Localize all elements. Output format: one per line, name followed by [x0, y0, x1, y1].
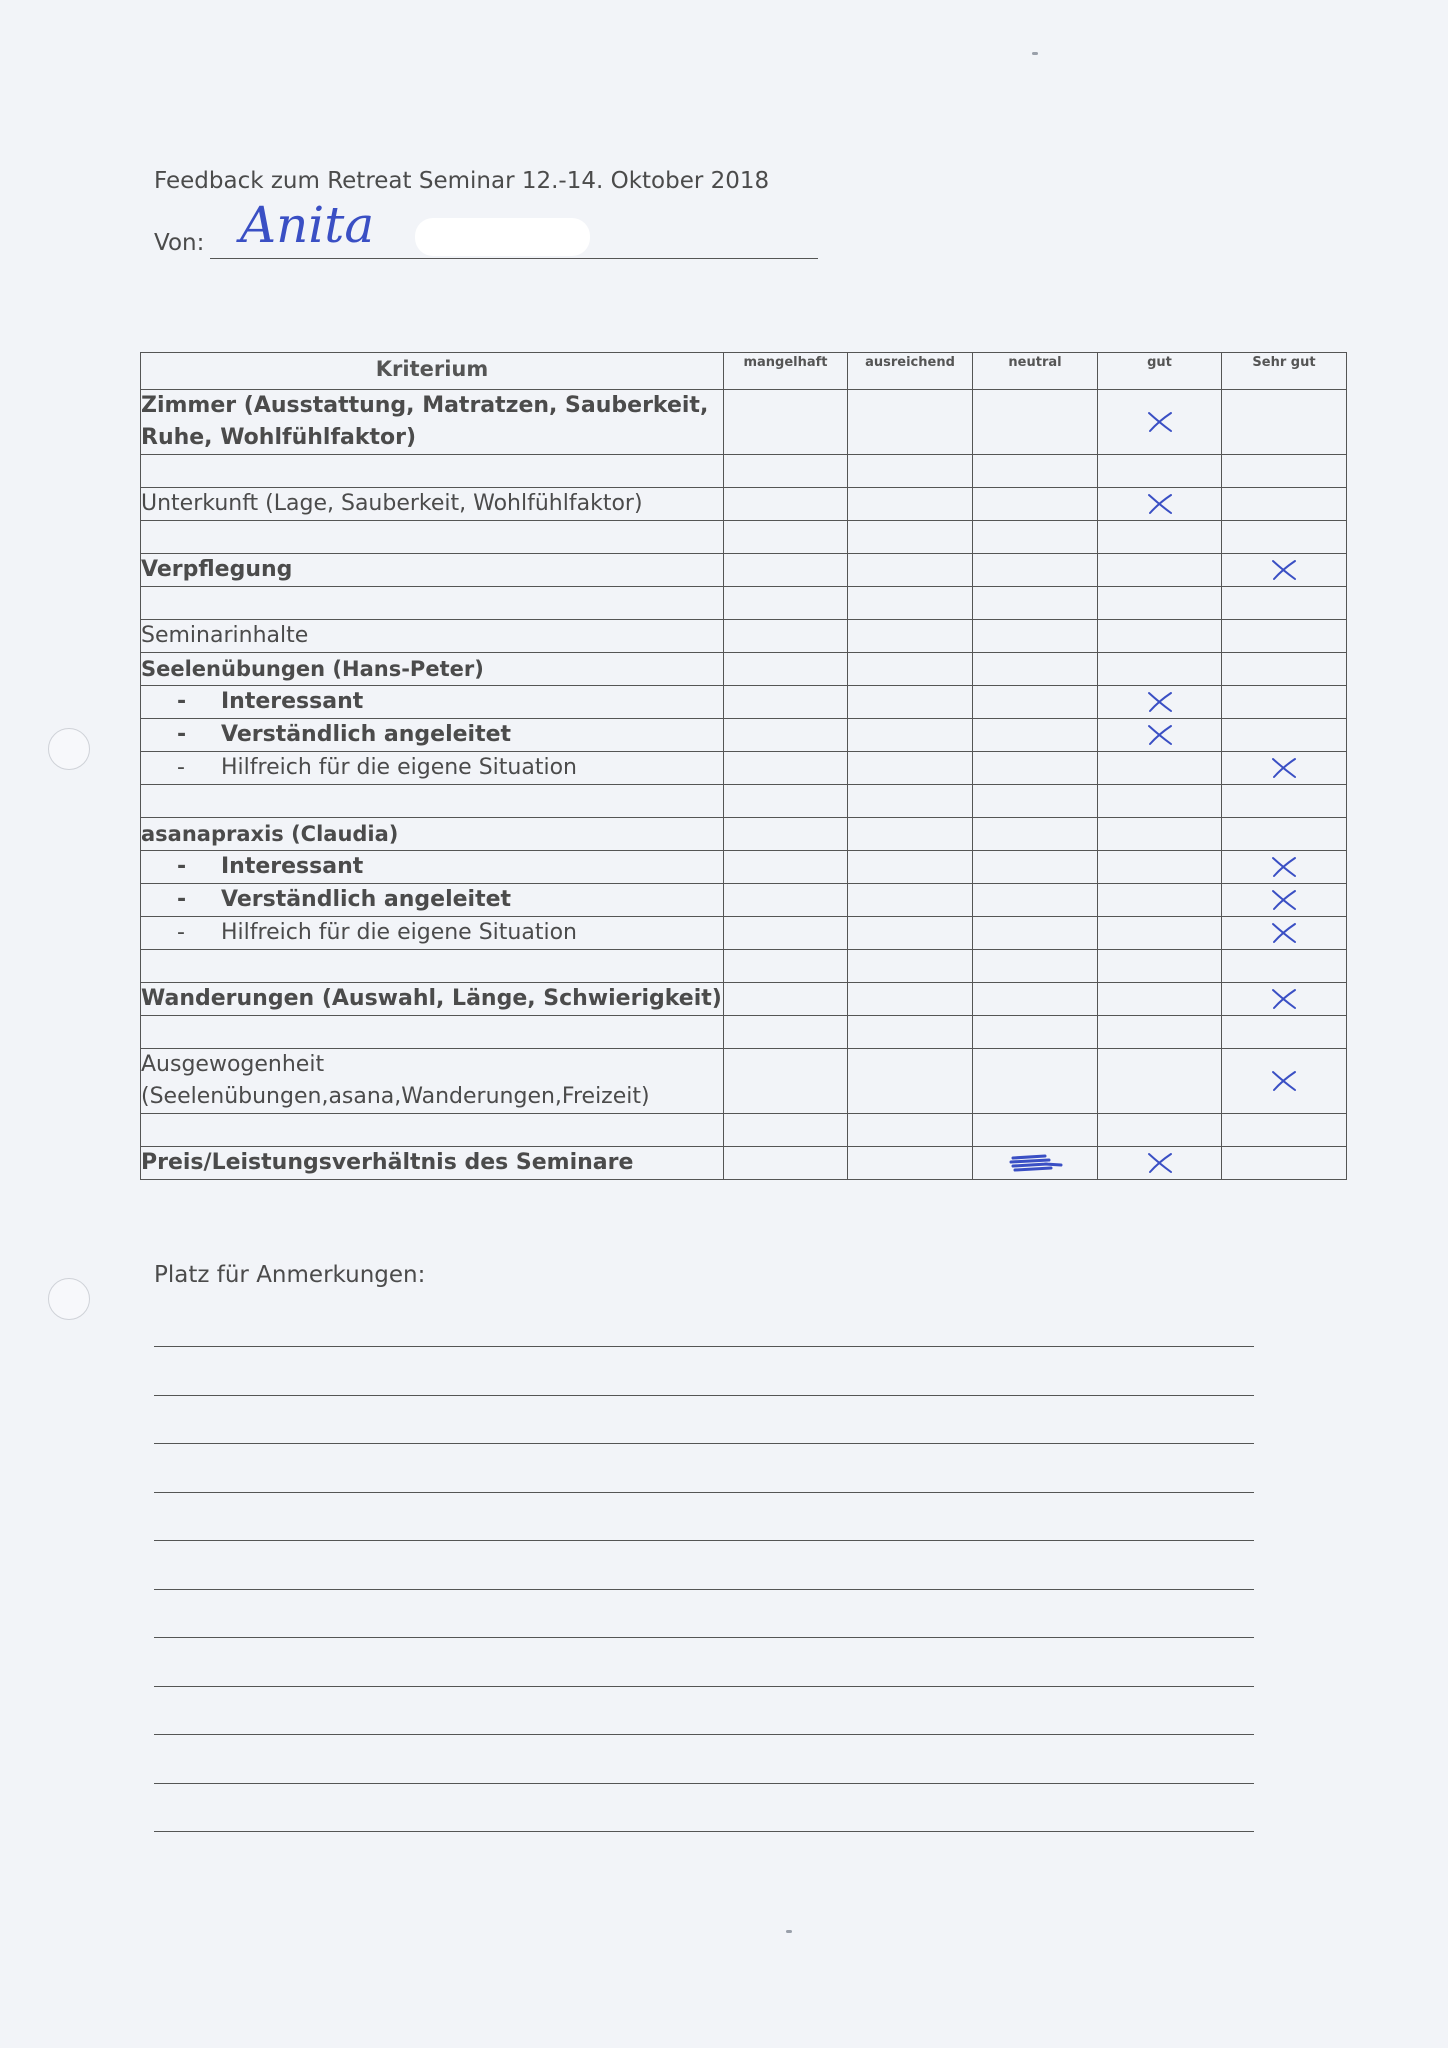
- rating-cell-neutral[interactable]: [973, 818, 1098, 851]
- bullet-dash: -: [177, 920, 185, 945]
- table-row: [141, 554, 1347, 587]
- rating-cell-ausreichend[interactable]: [848, 455, 973, 488]
- rating-cell-mangelhaft[interactable]: [724, 686, 848, 719]
- punch-hole-bottom: [48, 1278, 90, 1320]
- table-row: [141, 917, 1347, 950]
- rating-cell-sehr-gut[interactable]: [1222, 521, 1347, 554]
- criterion-label: [141, 752, 723, 784]
- rating-cell-mangelhaft[interactable]: [724, 390, 848, 455]
- rating-cell-neutral[interactable]: [973, 390, 1098, 455]
- rating-cell-ausreichend[interactable]: [848, 1114, 973, 1147]
- rating-cell-gut[interactable]: [1098, 1147, 1222, 1180]
- rating-cell-ausreichend[interactable]: [848, 620, 973, 653]
- rating-cell-ausreichend[interactable]: [848, 818, 973, 851]
- rating-cell-neutral[interactable]: [973, 1147, 1098, 1180]
- table-row: [141, 488, 1347, 521]
- criterion-label: Ruhe, Wohlfühlfaktor): [141, 425, 417, 450]
- rating-cell-sehr-gut[interactable]: [1222, 785, 1347, 818]
- rating-cell-gut[interactable]: [1098, 686, 1222, 719]
- from-label: Von:: [154, 230, 205, 256]
- rating-cell-gut[interactable]: [1098, 488, 1222, 521]
- criterion-label: Seelenübungen (Hans-Peter): [141, 657, 484, 681]
- bullet-dash: -: [177, 722, 187, 747]
- rating-cell-sehr-gut[interactable]: [1222, 686, 1347, 719]
- criterion-cell: [141, 1016, 724, 1049]
- rating-cell-mangelhaft[interactable]: [724, 1147, 848, 1180]
- table-row: [141, 818, 1347, 851]
- rating-cell-ausreichend[interactable]: [848, 390, 973, 455]
- rating-cell-gut[interactable]: [1098, 752, 1222, 785]
- criterion-cell: [141, 785, 724, 818]
- table-header-row: [141, 353, 1347, 390]
- rating-cell-neutral[interactable]: [973, 521, 1098, 554]
- criterion-label: Seminarinhalte: [141, 623, 309, 648]
- rating-cell-mangelhaft[interactable]: [724, 884, 848, 917]
- rating-cell-gut[interactable]: [1098, 950, 1222, 983]
- criterion-label: [141, 917, 723, 949]
- rating-cell-gut[interactable]: [1098, 719, 1222, 752]
- rating-cell-neutral[interactable]: [973, 983, 1098, 1016]
- criterion-label: Unterkunft (Lage, Sauberkeit, Wohlfühlfaktor): [141, 491, 643, 516]
- rating-cell-sehr-gut[interactable]: [1222, 554, 1347, 587]
- spacer-row: [141, 950, 1347, 983]
- rating-cell-neutral[interactable]: [973, 884, 1098, 917]
- rating-cell-ausreichend[interactable]: [848, 785, 973, 818]
- criterion-cell: [141, 1114, 724, 1147]
- table-row: [141, 653, 1347, 686]
- note-line[interactable]: [154, 1783, 1254, 1784]
- rating-cell-sehr-gut[interactable]: [1222, 983, 1347, 1016]
- note-line[interactable]: [154, 1589, 1254, 1590]
- rating-cell-gut[interactable]: [1098, 587, 1222, 620]
- table-row: [141, 752, 1347, 785]
- criterion-cell: [141, 1049, 724, 1114]
- criterion-cell: [141, 983, 724, 1016]
- rating-cell-ausreichend[interactable]: [848, 521, 973, 554]
- cross-mark-icon: [1144, 491, 1176, 517]
- note-line[interactable]: [154, 1540, 1254, 1541]
- rating-cell-sehr-gut[interactable]: [1222, 587, 1347, 620]
- rating-cell-neutral[interactable]: [973, 686, 1098, 719]
- rating-cell-mangelhaft[interactable]: [724, 950, 848, 983]
- form-title: Feedback zum Retreat Seminar 12.-14. Oktober 2018: [154, 168, 770, 194]
- column-header-kriterium: Kriterium: [141, 353, 724, 390]
- rating-cell-gut[interactable]: [1098, 554, 1222, 587]
- rating-cell-sehr-gut[interactable]: [1222, 653, 1347, 686]
- criterion-cell: [141, 521, 724, 554]
- criterion-cell: [141, 884, 724, 917]
- bullet-dash: -: [177, 887, 187, 912]
- note-line[interactable]: [154, 1395, 1254, 1396]
- from-name-handwritten: Anita: [240, 196, 375, 254]
- criterion-cell: [141, 686, 724, 719]
- rating-cell-gut[interactable]: [1098, 390, 1222, 455]
- table-row: [141, 686, 1347, 719]
- rating-cell-mangelhaft[interactable]: [724, 1049, 848, 1114]
- criterion-label-text: Interessant: [221, 854, 364, 879]
- rating-cell-sehr-gut[interactable]: [1222, 390, 1347, 455]
- cross-mark-icon: [1268, 986, 1300, 1012]
- cross-mark-icon: [1144, 409, 1176, 435]
- rating-cell-sehr-gut[interactable]: [1222, 488, 1347, 521]
- rating-cell-ausreichend[interactable]: [848, 851, 973, 884]
- rating-cell-mangelhaft[interactable]: [724, 1016, 848, 1049]
- rating-cell-neutral[interactable]: [973, 719, 1098, 752]
- table-row: [141, 983, 1347, 1016]
- criterion-label: [141, 884, 723, 916]
- column-header-neutral: neutral: [973, 353, 1098, 390]
- rating-cell-sehr-gut[interactable]: [1222, 917, 1347, 950]
- spacer-row: [141, 455, 1347, 488]
- rating-cell-mangelhaft[interactable]: [724, 983, 848, 1016]
- spacer-row: [141, 785, 1347, 818]
- rating-cell-ausreichend[interactable]: [848, 554, 973, 587]
- table-row: [141, 390, 1347, 455]
- table-row: [141, 620, 1347, 653]
- criterion-label: [141, 719, 723, 751]
- rating-cell-ausreichend[interactable]: [848, 752, 973, 785]
- rating-cell-ausreichend[interactable]: [848, 983, 973, 1016]
- rating-cell-mangelhaft[interactable]: [724, 1114, 848, 1147]
- rating-cell-neutral[interactable]: [973, 554, 1098, 587]
- table-row: [141, 1147, 1347, 1180]
- rating-cell-gut[interactable]: [1098, 1049, 1222, 1114]
- rating-cell-mangelhaft[interactable]: [724, 719, 848, 752]
- criterion-label: Verpflegung: [141, 557, 293, 582]
- cross-mark-icon: [1268, 755, 1300, 781]
- table-row: [141, 851, 1347, 884]
- criterion-label-text: Interessant: [221, 689, 364, 714]
- criterion-cell: [141, 455, 724, 488]
- rating-cell-gut[interactable]: [1098, 620, 1222, 653]
- rating-cell-mangelhaft[interactable]: [724, 587, 848, 620]
- note-line[interactable]: [154, 1831, 1254, 1832]
- cross-mark-icon: [1268, 1068, 1300, 1094]
- cross-mark-icon: [1144, 1150, 1176, 1176]
- spacer-row: [141, 521, 1347, 554]
- criterion-cell: [141, 554, 724, 587]
- rating-cell-neutral[interactable]: [973, 917, 1098, 950]
- rating-cell-sehr-gut[interactable]: [1222, 455, 1347, 488]
- cross-mark-icon: [1268, 887, 1300, 913]
- from-signature-line: [210, 258, 818, 259]
- criterion-label-text: Hilfreich für die eigene Situation: [221, 920, 577, 945]
- note-line[interactable]: [154, 1346, 1254, 1347]
- note-line[interactable]: [154, 1637, 1254, 1638]
- criterion-label: asanapraxis (Claudia): [141, 822, 399, 846]
- rating-cell-sehr-gut[interactable]: [1222, 719, 1347, 752]
- rating-cell-mangelhaft[interactable]: [724, 488, 848, 521]
- rating-cell-gut[interactable]: [1098, 521, 1222, 554]
- column-header-ausreichend: ausreichend: [848, 353, 973, 390]
- rating-cell-mangelhaft[interactable]: [724, 851, 848, 884]
- cross-mark-icon: [1268, 854, 1300, 880]
- criterion-cell: [141, 851, 724, 884]
- rating-cell-sehr-gut[interactable]: [1222, 1016, 1347, 1049]
- rating-cell-mangelhaft[interactable]: [724, 818, 848, 851]
- criterion-cell: [141, 620, 724, 653]
- criterion-cell: [141, 390, 724, 455]
- rating-cell-neutral[interactable]: [973, 653, 1098, 686]
- rating-cell-sehr-gut[interactable]: [1222, 1049, 1347, 1114]
- rating-cell-neutral[interactable]: [973, 455, 1098, 488]
- criterion-cell: [141, 917, 724, 950]
- rating-cell-neutral[interactable]: [973, 1016, 1098, 1049]
- scribble-mark-icon: [1005, 1150, 1065, 1176]
- table-row: [141, 719, 1347, 752]
- rating-cell-ausreichend[interactable]: [848, 653, 973, 686]
- rating-table: [140, 352, 1347, 1180]
- spacer-row: [141, 1114, 1347, 1147]
- rating-cell-mangelhaft[interactable]: [724, 620, 848, 653]
- criterion-cell: [141, 653, 724, 686]
- criterion-label: Wanderungen (Auswahl, Länge, Schwierigkeit): [141, 986, 722, 1011]
- rating-cell-gut[interactable]: [1098, 455, 1222, 488]
- punch-hole-top: [48, 728, 90, 770]
- rating-cell-neutral[interactable]: [973, 851, 1098, 884]
- rating-cell-mangelhaft[interactable]: [724, 917, 848, 950]
- rating-cell-ausreichend[interactable]: [848, 1049, 973, 1114]
- rating-cell-ausreichend[interactable]: [848, 1147, 973, 1180]
- rating-cell-gut[interactable]: [1098, 653, 1222, 686]
- rating-cell-ausreichend[interactable]: [848, 719, 973, 752]
- criterion-label: [141, 686, 723, 718]
- rating-cell-gut[interactable]: [1098, 917, 1222, 950]
- rating-cell-neutral[interactable]: [973, 620, 1098, 653]
- rating-cell-sehr-gut[interactable]: [1222, 950, 1347, 983]
- rating-cell-ausreichend[interactable]: [848, 587, 973, 620]
- rating-cell-gut[interactable]: [1098, 983, 1222, 1016]
- criterion-cell: [141, 752, 724, 785]
- note-line[interactable]: [154, 1734, 1254, 1735]
- rating-cell-ausreichend[interactable]: [848, 917, 973, 950]
- cross-mark-icon: [1268, 920, 1300, 946]
- rating-cell-neutral[interactable]: [973, 950, 1098, 983]
- spacer-row: [141, 1016, 1347, 1049]
- rating-cell-mangelhaft[interactable]: [724, 554, 848, 587]
- spacer-row: [141, 587, 1347, 620]
- table-row: [141, 884, 1347, 917]
- criterion-cell: [141, 1147, 724, 1180]
- cross-mark-icon: [1144, 722, 1176, 748]
- bullet-dash: -: [177, 689, 187, 714]
- rating-cell-ausreichend[interactable]: [848, 884, 973, 917]
- notes-label: Platz für Anmerkungen:: [154, 1262, 426, 1288]
- note-line[interactable]: [154, 1492, 1254, 1493]
- criterion-label: (Seelenübungen,asana,Wanderungen,Freizeit): [141, 1084, 650, 1109]
- criterion-cell: [141, 719, 724, 752]
- rating-cell-sehr-gut[interactable]: [1222, 818, 1347, 851]
- rating-cell-sehr-gut[interactable]: [1222, 1114, 1347, 1147]
- rating-cell-neutral[interactable]: [973, 1049, 1098, 1114]
- criterion-label: Preis/Leistungsverhältnis des Seminare: [141, 1150, 634, 1175]
- rating-cell-gut[interactable]: [1098, 785, 1222, 818]
- rating-cell-mangelhaft[interactable]: [724, 752, 848, 785]
- rating-cell-mangelhaft[interactable]: [724, 521, 848, 554]
- criterion-label-text: Verständlich angeleitet: [221, 887, 512, 912]
- rating-cell-neutral[interactable]: [973, 1114, 1098, 1147]
- rating-cell-neutral[interactable]: [973, 785, 1098, 818]
- criterion-label: [141, 851, 723, 883]
- rating-cell-gut[interactable]: [1098, 1114, 1222, 1147]
- rating-cell-sehr-gut[interactable]: [1222, 851, 1347, 884]
- criterion-label-text: Hilfreich für die eigene Situation: [221, 755, 577, 780]
- rating-cell-gut[interactable]: [1098, 818, 1222, 851]
- rating-cell-ausreichend[interactable]: [848, 686, 973, 719]
- column-header-sehr-gut: Sehr gut: [1222, 353, 1347, 390]
- rating-cell-ausreichend[interactable]: [848, 1016, 973, 1049]
- table-row: [141, 1049, 1347, 1114]
- cross-mark-icon: [1268, 557, 1300, 583]
- note-line[interactable]: [154, 1686, 1254, 1687]
- criterion-label-text: Verständlich angeleitet: [221, 722, 512, 747]
- rating-cell-sehr-gut[interactable]: [1222, 884, 1347, 917]
- cross-mark-icon: [1144, 689, 1176, 715]
- column-header-mangelhaft: mangelhaft: [724, 353, 848, 390]
- column-header-gut: gut: [1098, 353, 1222, 390]
- rating-cell-sehr-gut[interactable]: [1222, 752, 1347, 785]
- rating-cell-gut[interactable]: [1098, 1016, 1222, 1049]
- rating-cell-mangelhaft[interactable]: [724, 785, 848, 818]
- scan-speck: [1032, 52, 1038, 55]
- criterion-cell: [141, 950, 724, 983]
- criterion-cell: [141, 818, 724, 851]
- rating-cell-mangelhaft[interactable]: [724, 653, 848, 686]
- rating-cell-mangelhaft[interactable]: [724, 455, 848, 488]
- rating-cell-neutral[interactable]: [973, 752, 1098, 785]
- rating-cell-neutral[interactable]: [973, 587, 1098, 620]
- criterion-label: Ausgewogenheit: [141, 1052, 325, 1077]
- rating-cell-ausreichend[interactable]: [848, 488, 973, 521]
- rating-cell-gut[interactable]: [1098, 884, 1222, 917]
- note-line[interactable]: [154, 1443, 1254, 1444]
- criterion-cell: [141, 488, 724, 521]
- rating-cell-sehr-gut[interactable]: [1222, 1147, 1347, 1180]
- rating-cell-ausreichend[interactable]: [848, 950, 973, 983]
- redacted-surname: [415, 218, 590, 256]
- criterion-cell: [141, 587, 724, 620]
- bullet-dash: -: [177, 755, 185, 780]
- rating-cell-gut[interactable]: [1098, 851, 1222, 884]
- bullet-dash: -: [177, 854, 187, 879]
- scan-speck: [786, 1930, 792, 1933]
- rating-cell-neutral[interactable]: [973, 488, 1098, 521]
- criterion-label: Zimmer (Ausstattung, Matratzen, Sauberkeit,: [141, 393, 709, 418]
- rating-cell-sehr-gut[interactable]: [1222, 620, 1347, 653]
